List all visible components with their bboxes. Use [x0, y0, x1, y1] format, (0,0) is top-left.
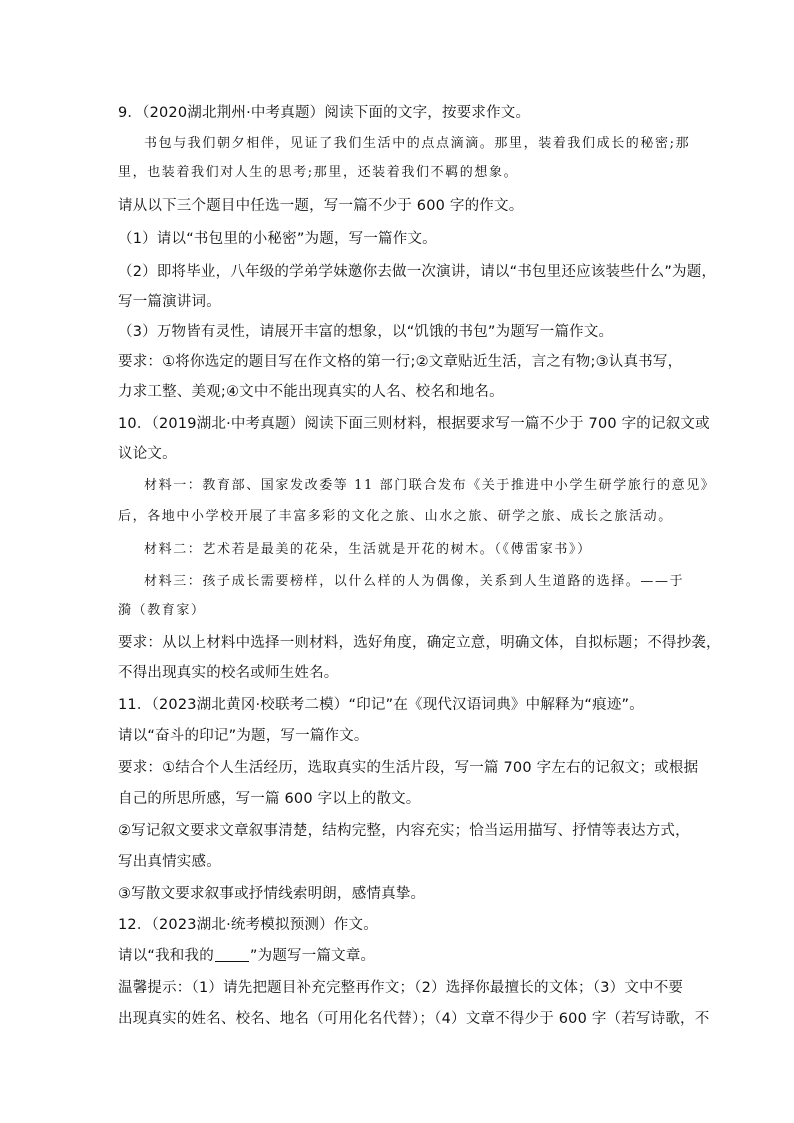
q9-header: 9．（2020湖北荆州·中考真题）阅读下面的文字，按要求作文。	[118, 105, 531, 121]
q10-requirement-line-1: 要求：从以上材料中选择一则材料，选好角度，确定立意，明确文体，自拟标题；不得抄袭，	[118, 635, 721, 651]
q11-requirement-1-line-2: 自己的所思所感，写一篇 600 字以上的散文。	[118, 791, 421, 807]
q10-material-1-line-2: 后，各地中小学校开展了丰富多彩的文化之旅、山水之旅、研学之旅、成长之旅活动。	[118, 509, 673, 524]
q12-prompt-end: ”为题写一篇文章。	[249, 948, 376, 964]
q9-option-3: （3）万物皆有灵性，请展开丰富的想象，以“饥饿的书包”为题写一篇作文。	[118, 324, 614, 340]
q12-tips-line-2: 出现真实的姓名、校名、地名（可用化名代替）；（4）文章不得少于 600 字（若写诗歌，不	[118, 1011, 710, 1027]
q11-header: 11．（2023湖北黄冈·校联考二模）“印记”在《现代汉语词典》中解释为“痕迹”。	[118, 697, 644, 713]
q12-prompt	[118, 946, 375, 966]
q10-header-line-2: 议论文。	[118, 446, 177, 462]
q11-prompt: 请以“奋斗的印记”为题，写一篇作文。	[118, 728, 369, 744]
q11-requirement-3: ③写散文要求叙事或抒情线索明朗，感情真挚。	[118, 886, 426, 902]
q10-requirement-line-2: 不得出现真实的校名或师生姓名。	[118, 665, 339, 681]
q9-option-2-line-1: （2）即将毕业，八年级的学弟学妹邀你去做一次演讲，请以“书包里还应该装些什么”为题，	[118, 264, 717, 280]
q9-requirement-line-1: 要求：①将你选定的题目写在作文格的第一行;②文章贴近生活，言之有物;③认真书写，	[118, 354, 683, 370]
q12-tips-line-1: 温馨提示：（1）请先把题目补充完整再作文；（2）选择你最擅长的文体；（3）文中不要	[118, 980, 684, 996]
q9-option-1: （1）请以“书包里的小秘密”为题，写一篇作文。	[118, 231, 437, 247]
q12-header: 12．（2023湖北·统考模拟预测）作文。	[118, 917, 378, 933]
q9-requirement-line-2: 力求工整、美观;④文中不能出现真实的人名、校名和地名。	[118, 384, 504, 400]
q9-material-line-1: 书包与我们朝夕相伴，见证了我们生活中的点点滴滴。那里，装着我们成长的秘密;那	[144, 136, 691, 151]
q10-material-3-line-2: 漪（教育家）	[118, 603, 206, 618]
q10-material-1-line-1: 材料一：教育部、国家发改委等 11 部门联合发布《关于推进中小学生研学旅行的意见》	[144, 478, 716, 493]
q10-material-3-line-1: 材料三：孩子成长需要榜样，以什么样的人为偶像，关系到人生道路的选择。——于	[144, 574, 685, 589]
q12-prompt-start: 请以“我和我的	[118, 948, 214, 964]
title-blank	[215, 947, 249, 962]
q11-requirement-1-line-1: 要求：①结合个人生活经历，选取真实的生活片段，写一篇 700 字左右的记叙文；或根据	[118, 760, 699, 776]
q9-option-2-line-2: 写一篇演讲词。	[118, 294, 221, 310]
q9-material-line-2: 里，也装着我们对人生的思考;那里，还装着我们不羁的想象。	[118, 165, 519, 180]
q11-requirement-2-line-1: ②写记叙文要求文章叙事清楚，结构完整，内容充实；恰当运用描写、抒情等表达方式，	[118, 823, 690, 839]
q10-header-line-1: 10．（2019湖北·中考真题）阅读下面三则材料，根据要求写一篇不少于 700 字的记叙文或	[118, 416, 710, 432]
q10-material-2: 材料二：艺术若是最美的花朵，生活就是开花的树木。（《傅雷家书》）	[144, 542, 592, 557]
q9-instruction: 请从以下三个题目中任选一题，写一篇不少于 600 字的作文。	[118, 198, 524, 214]
q11-requirement-2-line-2: 写出真情实感。	[118, 854, 221, 870]
